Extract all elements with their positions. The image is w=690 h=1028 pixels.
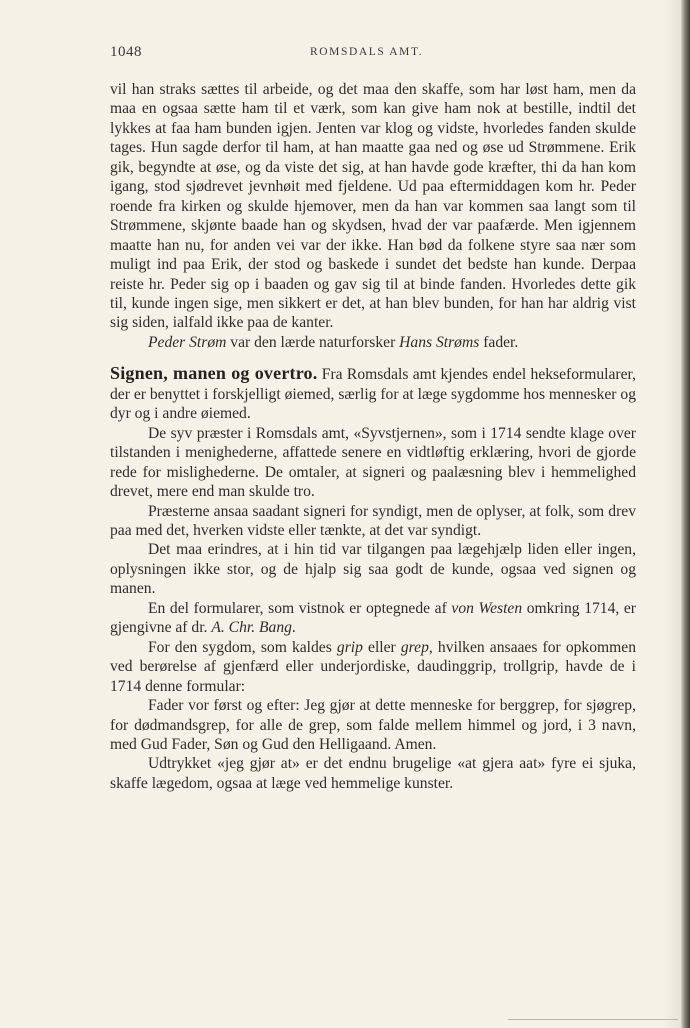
- text-segment: Det maa erindres, at i hin tid var tilgangen paa lægehjælp liden eller ingen, oplysningen ikke stor, og de hjalp sig saa godt de kunde, ogsaa ved signen og manen.: [110, 541, 636, 598]
- text-segment: Fader vor først og efter: Jeg gjør at dette menneske for berggrep, for sjøgrep, for dødmandsgrep, for alle de grep, som falde mellem himmel og jord, i 3 navn, med Gud Fader, Søn og Gud den Helligaand. Amen.: [110, 697, 636, 753]
- paragraph-udtrykket: [110, 754, 636, 793]
- paragraph-formularer: [110, 599, 636, 638]
- text-segment: Præsterne ansaa saadant signeri for syndigt, men de oplyser, at folk, som drev paa med det, hverken vidste eller tænkte, at det var syndigt.: [110, 502, 636, 539]
- text-segment: For den sygdom, som kaldes: [148, 638, 337, 656]
- paragraph-grip: [110, 638, 636, 696]
- term: grep: [400, 638, 429, 656]
- paragraph-erindres: [110, 540, 636, 598]
- text-segment: fader.: [479, 333, 519, 351]
- page-edge: [681, 0, 690, 1028]
- paragraph-story-end: [110, 80, 636, 333]
- text-segment: De syv præster i Romsdals amt, «Syvstjernen», som i 1714 sendte klage over tilstanden i menighederne, affattede senere en vidtløftig erklæring, hvori de gjorde rede for mislighederne. De omtaler, at signeri og paalæsning blev i hemmelighed drevet, mere end man skulde tro.: [110, 424, 636, 501]
- person-name: Hans Strøms: [399, 333, 480, 351]
- person-name: von Westen: [451, 599, 523, 617]
- text-segment: eller: [362, 638, 401, 656]
- bottom-rule: [508, 1019, 678, 1020]
- person-name: A. Chr. Bang: [211, 619, 292, 637]
- paragraph-syvstjernen: [110, 424, 636, 502]
- paragraph-formula: [110, 696, 636, 754]
- term: grip: [336, 638, 363, 656]
- text-segment: vil han straks sættes til arbeide, og det maa den skaffe, som har løst ham, men da maa en ogsaa sætte ham til et værk, som kan give ham nok at bestille, indtil det lykkes at faa ham bunden igjen. Jenten var klog og vidste, hvorledes fanden skulde tages. Hun sagde derfor til ham, at han maatte gaa ned og øse ud Strømmene. Erik gik, begyndte at øse, og da viste det sig, at han havde gode kræfter, thi da han kom igang, stod sjødrevet jevnhøit med fjeldene. Ud paa eftermiddagen kom hr. Peder roende fra kirken og skulde hjemover, men da han var kommen saa langt som til Strømmene, skjønte baade han og skydsen, hvad der var paafærde. Men igjennem maatte han nu, for anden vei var der ikke. Han bød da folkene styre saa nær som muligt ind paa Erik, der stod og baskede i sundet det bedste han kunde. Derpaa reiste hr. Peder sig op i baaden og gav sig til at binde fanden. Hvorledes dette gik til, kunde ingen sige, men sikkert er det, at han blev bunden, for han har aldrig vist sig siden, ialfald ikke paa de kanter.: [110, 81, 636, 332]
- text-segment: Fra Romsdals amt kjendes endel hekseformularer, der er benyttet i forskjelligt øiemed, særlig for at læge sygdomme hos mennesker og dyr og i andre øiemed.: [110, 366, 636, 423]
- page-number: 1048: [110, 44, 142, 60]
- paragraph-praesterne: [110, 502, 636, 541]
- text-segment: omkring 1714, er gjengivne af dr.: [110, 599, 637, 637]
- paragraph-peder-strom: [110, 333, 636, 352]
- text-segment: var den lærde naturforsker: [226, 333, 400, 351]
- text-segment: Udtrykket «jeg gjør at» er det endnu brugelige «at gjera aat» fyre ei sjuka, skaffe lægedom, ogsaa at læge ved hemmelige kunster.: [110, 755, 636, 792]
- page-edge-shadow: [663, 0, 681, 1028]
- text-segment: , hvilken ansaaes for opkommen ved berørelse af gjenfærd eller underjordiske, daudinggrip, trollgrip, havde de i 1714 denne formular:: [110, 638, 636, 695]
- section-heading: Signen, manen og overtro.: [110, 363, 318, 384]
- page-header: [110, 44, 635, 66]
- text-segment: En del formularer, som vistnok er optegnede af: [148, 599, 452, 617]
- text-segment: .: [291, 619, 296, 637]
- body-text: [110, 80, 636, 793]
- person-name: Peder Strøm: [148, 333, 227, 351]
- running-title: ROMSDALS AMT.: [310, 46, 424, 58]
- paragraph-section-intro: [110, 364, 636, 423]
